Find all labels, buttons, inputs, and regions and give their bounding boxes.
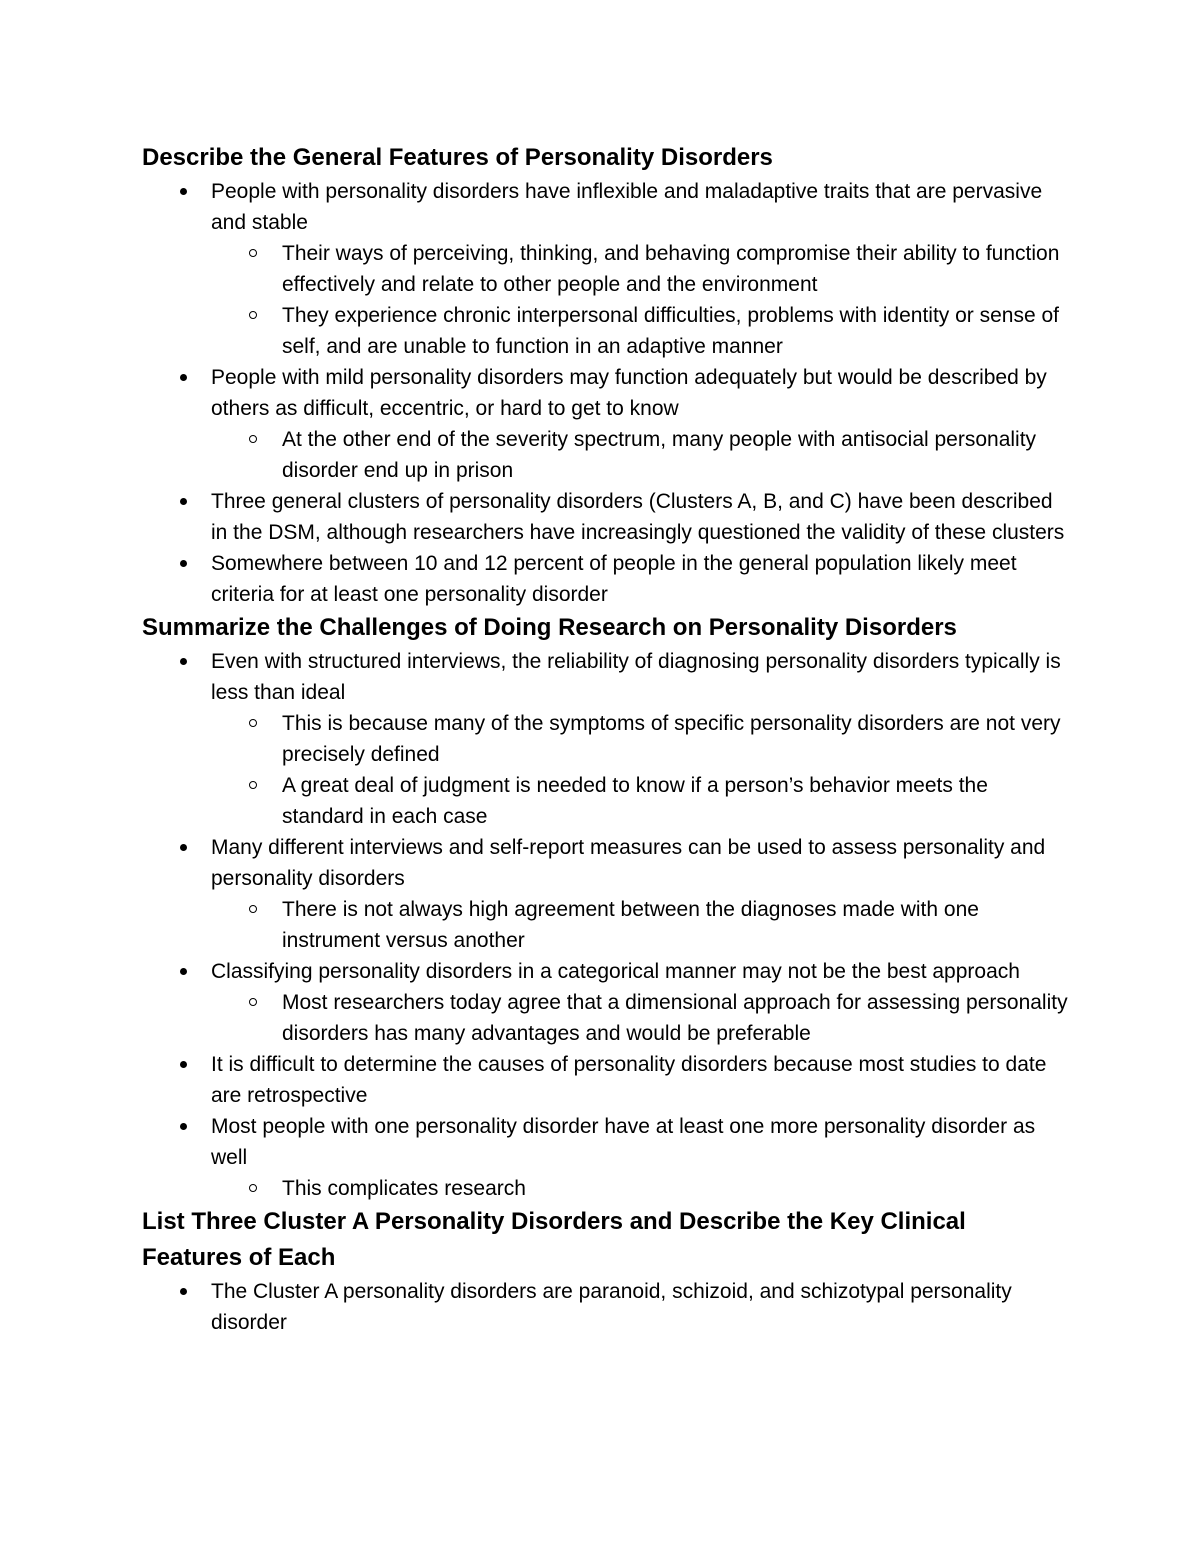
sub-list-item [211,300,1072,362]
sub-list-item [211,424,1072,486]
bullet-disc-icon [180,1288,187,1295]
bullet-list [142,1276,1072,1338]
sub-bullet-list [211,238,1072,362]
bullet-circle-icon [249,719,257,727]
section-heading: Describe the General Features of Personality Disorders [142,144,773,171]
bullet-circle-icon [249,311,257,319]
list-item [142,1276,1072,1338]
list-item [142,646,1072,832]
section-heading: List Three Cluster A Personality Disorders and Describe the Key Clinical Features of Each [142,1208,966,1271]
section-heading: Summarize the Challenges of Doing Research on Personality Disorders [142,614,957,641]
bullet-disc-icon [180,968,187,975]
sub-list-item [211,987,1072,1049]
bullet-circle-icon [249,1184,257,1192]
sub-bullet-list [211,894,1072,956]
list-item-text: Even with structured interviews, the reliability of diagnosing personality disorders typically is less than ideal [211,650,1061,704]
bullet-disc-icon [180,498,187,505]
list-item-text: People with mild personality disorders may function adequately but would be described by others as difficult, eccentric, or hard to get to know [211,366,1047,420]
sub-list-item-text: This is because many of the symptoms of specific personality disorders are not very precisely defined [282,712,1061,766]
sub-list-item [211,708,1072,770]
list-item [142,1049,1072,1111]
sub-list-item-text: They experience chronic interpersonal difficulties, problems with identity or sense of self, and are unable to function in an adaptive manner [282,304,1059,358]
section-research-challenges [142,610,1072,1204]
sub-list-item-text: There is not always high agreement between the diagnoses made with one instrument versus another [282,898,979,952]
sub-list-item [211,238,1072,300]
bullet-disc-icon [180,658,187,665]
list-item-text: Most people with one personality disorder have at least one more personality disorder as well [211,1115,1036,1169]
bullet-circle-icon [249,781,257,789]
list-item [142,832,1072,956]
bullet-disc-icon [180,844,187,851]
list-item [142,956,1072,1049]
sub-list-item-text: Their ways of perceiving, thinking, and behaving compromise their ability to function effectively and relate to other people and the environment [282,242,1060,296]
bullet-list [142,176,1072,610]
sub-list-item-text: Most researchers today agree that a dimensional approach for assessing personality disorders has many advantages and would be preferable [282,991,1068,1045]
list-item-text: The Cluster A personality disorders are paranoid, schizoid, and schizotypal personality disorder [211,1280,1012,1334]
list-item [142,362,1072,486]
bullet-disc-icon [180,1061,187,1068]
sub-bullet-list [211,424,1072,486]
sub-list-item [211,1173,1072,1204]
sub-list-item [211,894,1072,956]
list-item [142,176,1072,362]
bullet-disc-icon [180,560,187,567]
sub-list-item-text: This complicates research [282,1177,526,1200]
bullet-disc-icon [180,1123,187,1130]
bullet-circle-icon [249,905,257,913]
sub-list-item-text: At the other end of the severity spectrum, many people with antisocial personality disorder end up in prison [282,428,1037,482]
list-item [142,486,1072,548]
document-body [142,140,1072,1338]
list-item-text: It is difficult to determine the causes of personality disorders because most studies to date are retrospective [211,1053,1047,1107]
sub-list-item [211,770,1072,832]
bullet-disc-icon [180,188,187,195]
list-item-text: Classifying personality disorders in a categorical manner may not be the best approach [211,960,1020,983]
list-item-text: Somewhere between 10 and 12 percent of people in the general population likely meet criteria for at least one personality disorder [211,552,1017,606]
list-item-text: People with personality disorders have inflexible and maladaptive traits that are pervasive and stable [211,180,1043,234]
bullet-disc-icon [180,374,187,381]
list-item-text: Three general clusters of personality disorders (Clusters A, B, and C) have been described in the DSM, although researchers have increasingly questioned the validity of these clusters [211,490,1065,544]
bullet-circle-icon [249,435,257,443]
bullet-circle-icon [249,249,257,257]
sub-bullet-list [211,987,1072,1049]
section-cluster-a [142,1204,1072,1338]
list-item-text: Many different interviews and self-report measures can be used to assess personality and personality disorders [211,836,1046,890]
sub-bullet-list [211,1173,1072,1204]
sub-bullet-list [211,708,1072,832]
bullet-circle-icon [249,998,257,1006]
bullet-list [142,646,1072,1204]
list-item [142,1111,1072,1204]
list-item [142,548,1072,610]
section-general-features [142,140,1072,610]
sub-list-item-text: A great deal of judgment is needed to know if a person’s behavior meets the standard in each case [282,774,988,828]
